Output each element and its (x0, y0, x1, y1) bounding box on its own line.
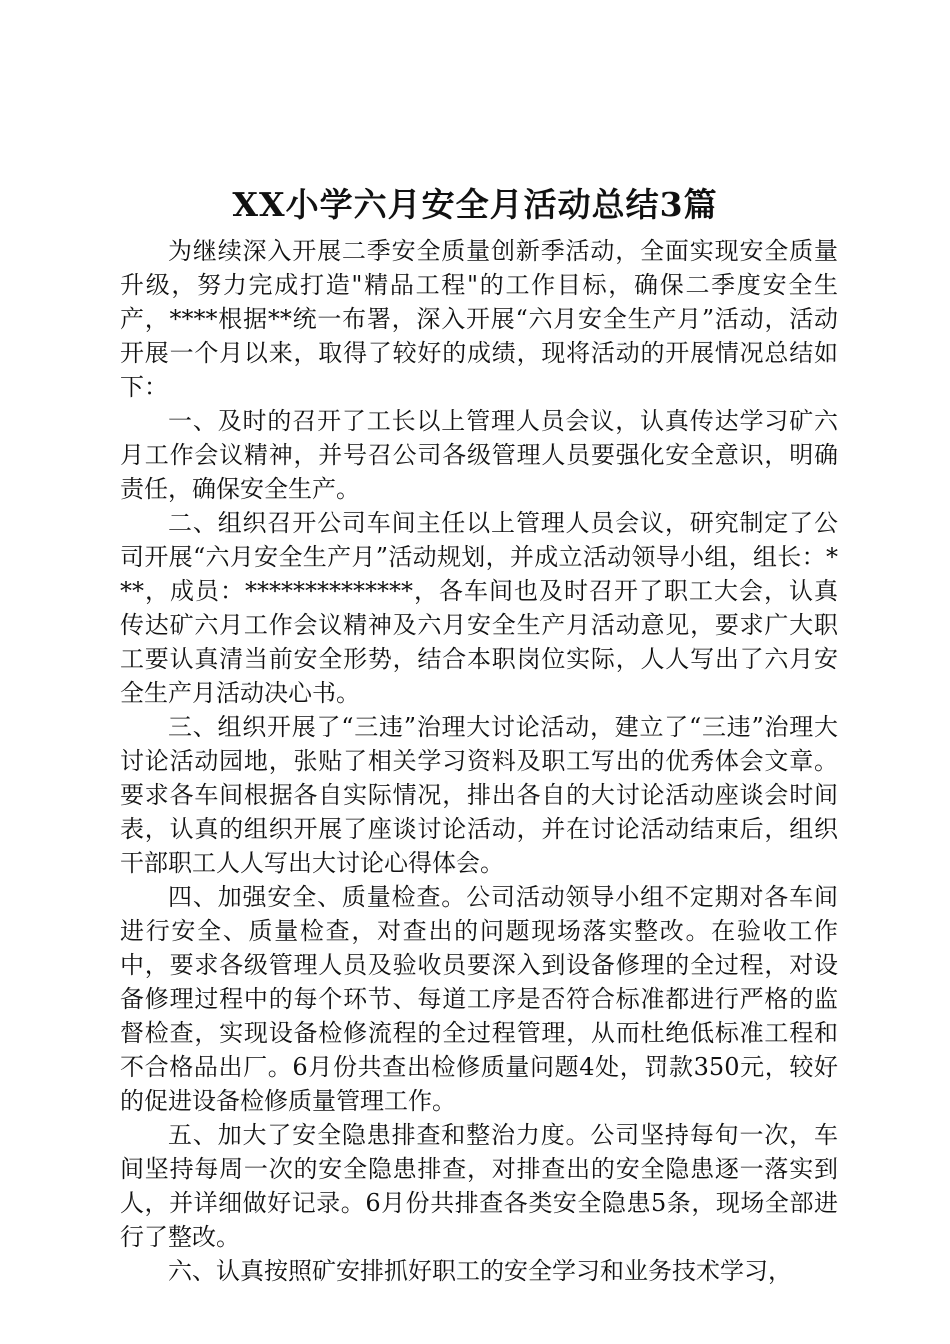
paragraph-section-4: 四、加强安全、质量检查。公司活动领导小组不定期对各车间进行安全、质量检查，对查出的问题现场落实整改。在验收工作中，要求各级管理人员及验收员要深入到设备修理的全过程，对设备修理过程中的每个环节、每道工序是否符合标准都进行严格的监督检查，实现设备检修流程的全过程管理，从而杜绝低标准工程和不合格品出厂。6月份共查出检修质量问题4处，罚款350元，较好的促进设备检修质量管理工作。 (120, 883, 838, 1115)
paragraph-section-2: 二、组织召开公司车间主任以上管理人员会议，研究制定了公司开展“六月安全生产月”活动规划，并成立活动领导小组，组长：***，成员：**************，各车间也及时召开了职工大会，认真传达矿六月工作会议精神及六月安全生产月活动意见，要求广大职工要认真清当前安全形势，结合本职岗位实际，人人写出了六月安全生产月活动决心书。 (120, 509, 838, 707)
paragraph-section-6: 六、认真按照矿安排抓好职工的安全学习和业务技术学习， (168, 1257, 792, 1285)
paragraph-intro: 为继续深入开展二季安全质量创新季活动，全面实现安全质量升级，努力完成打造"精品工程"的工作目标，确保二季度安全生产，****根据**统一布署，深入开展“六月安全生产月”活动，活动开展一个月以来，取得了较好的成绩，现将活动的开展情况总结如下： (120, 237, 838, 401)
document-body (120, 234, 838, 1288)
paragraph-section-1: 一、及时的召开了工长以上管理人员会议，认真传达学习矿六月工作会议精神，并号召公司各级管理人员要强化安全意识，明确责任，确保安全生产。 (120, 407, 838, 503)
document-title: XX小学六月安全月活动总结3篇 (232, 185, 718, 224)
paragraph-section-5: 五、加大了安全隐患排查和整治力度。公司坚持每旬一次，车间坚持每周一次的安全隐患排查，对排查出的安全隐患逐一落实到人，并详细做好记录。6月份共排查各类安全隐患5条，现场全部进行了整改。 (120, 1121, 838, 1251)
paragraph-section-3: 三、组织开展了“三违”治理大讨论活动，建立了“三违”治理大讨论活动园地，张贴了相关学习资料及职工写出的优秀体会文章。要求各车间根据各自实际情况，排出各自的大讨论活动座谈会时间表，认真的组织开展了座谈讨论活动，并在讨论活动结束后，组织干部职工人人写出大讨论心得体会。 (120, 713, 838, 877)
